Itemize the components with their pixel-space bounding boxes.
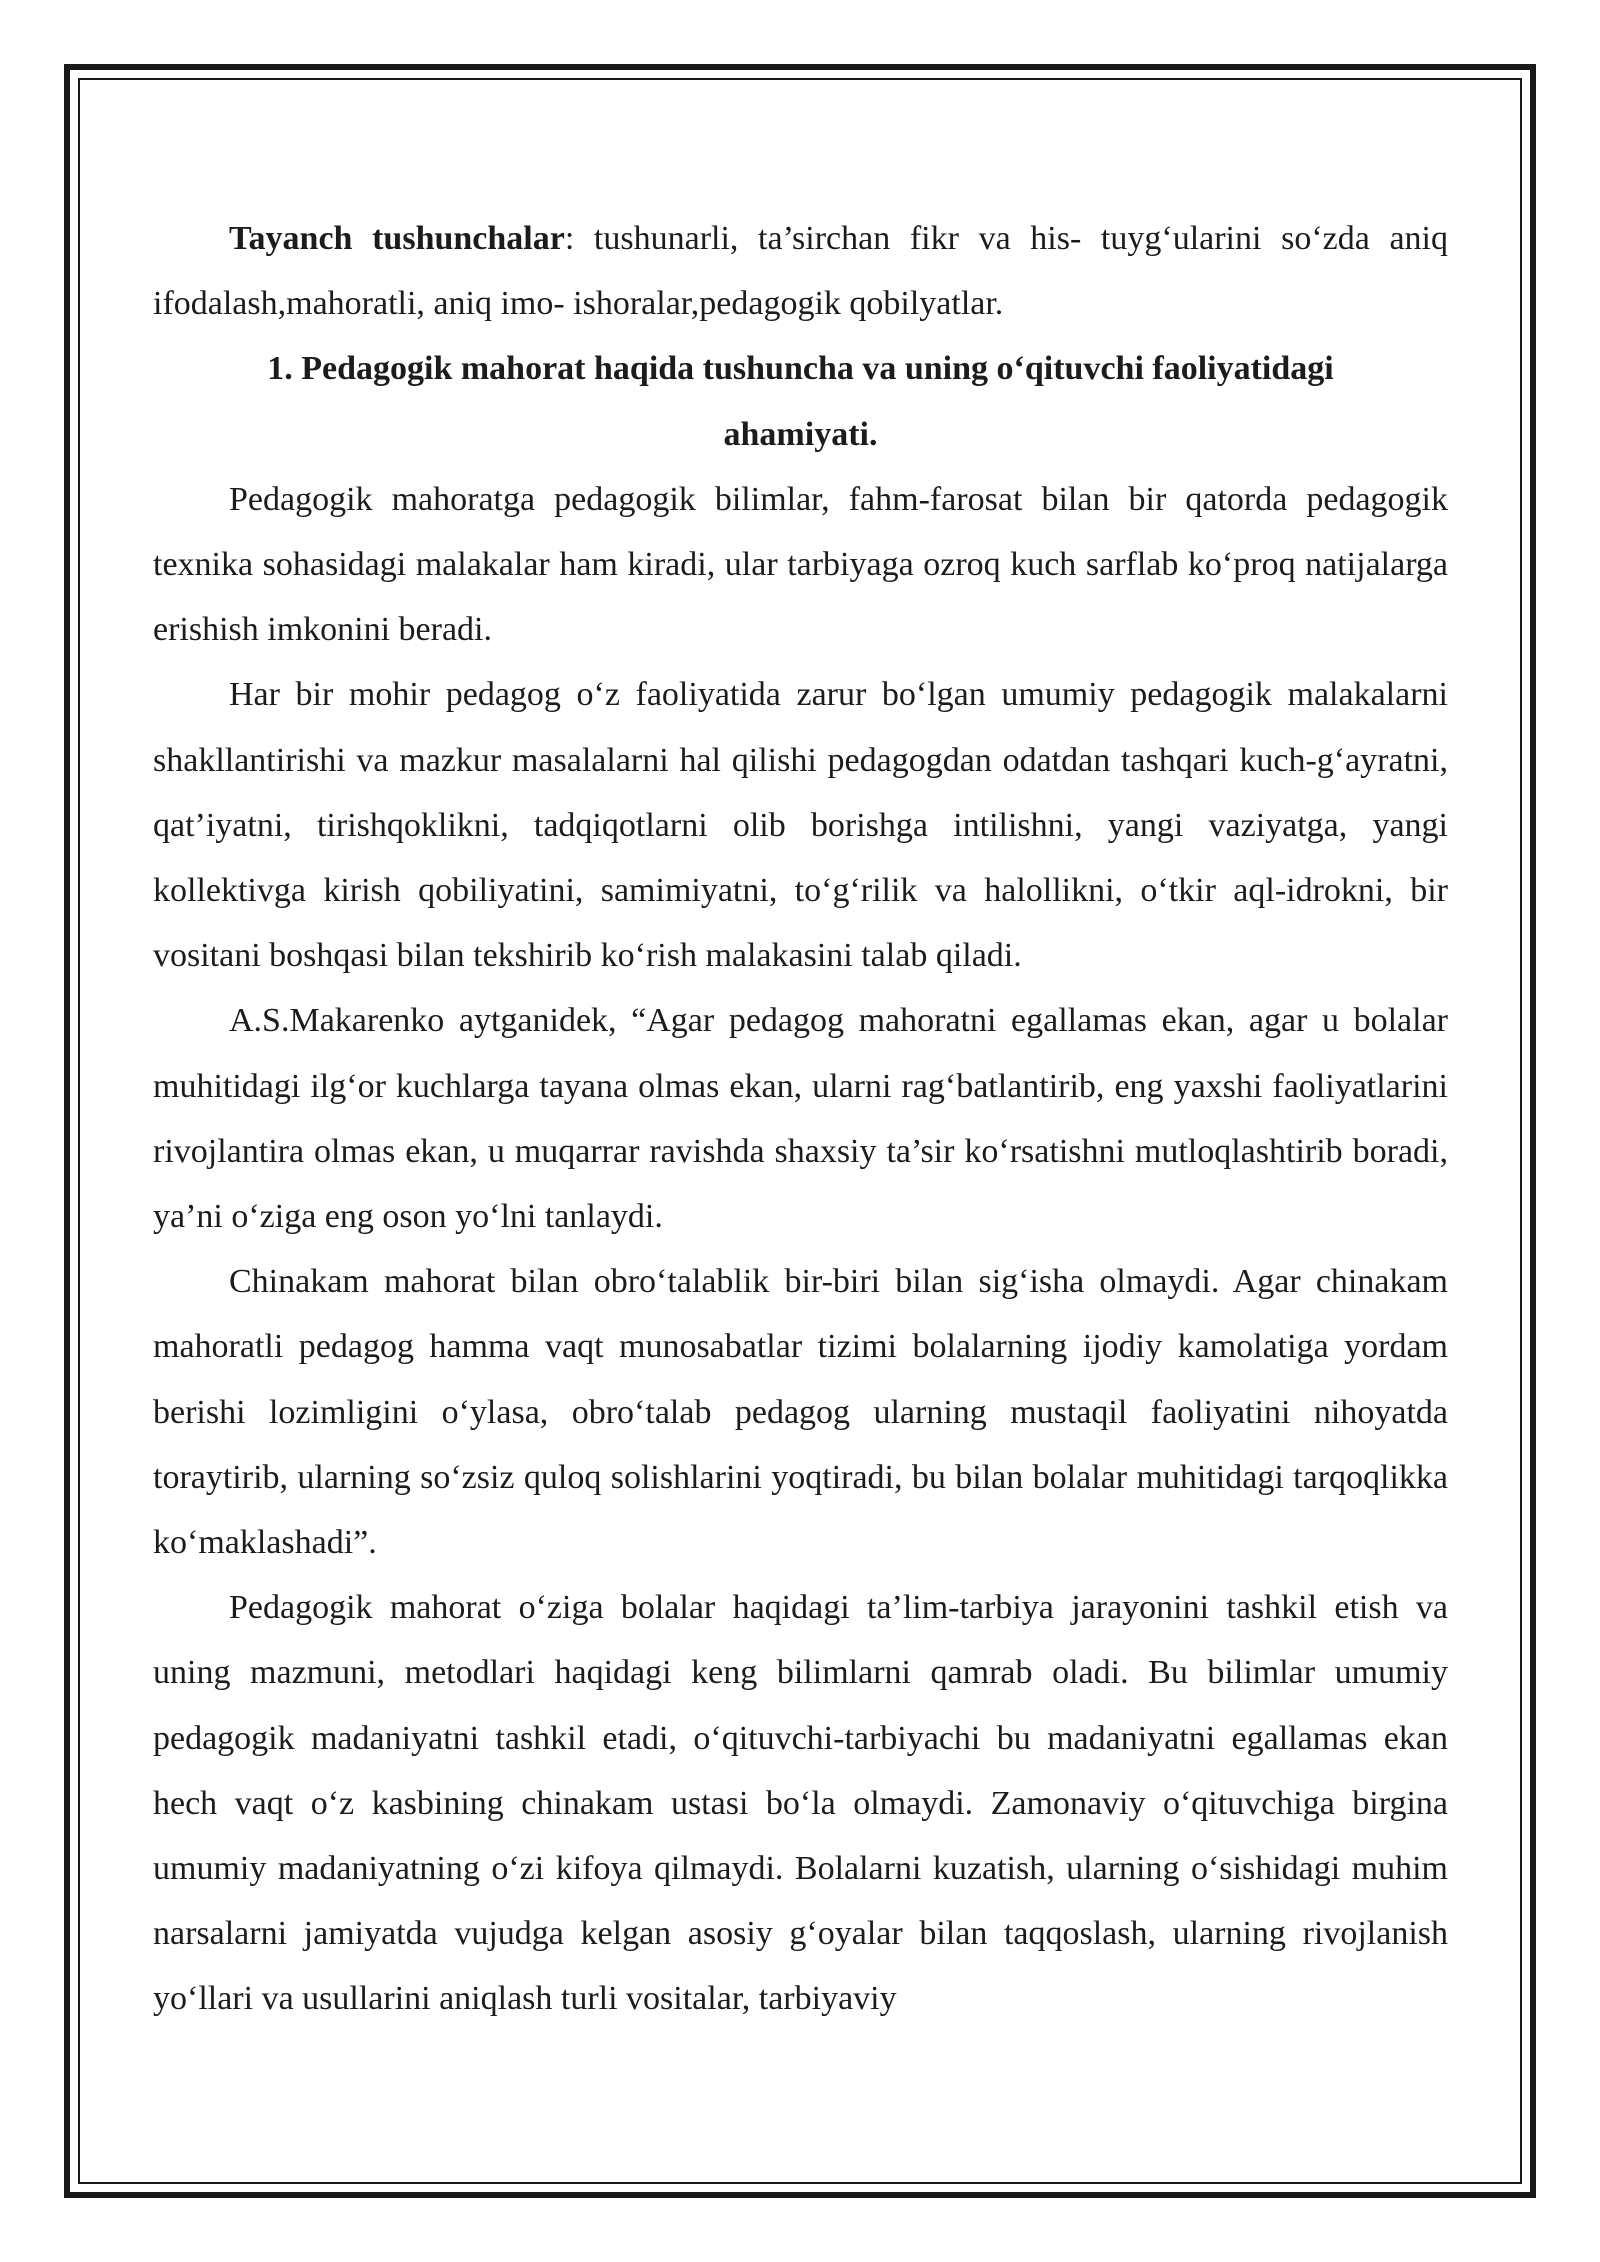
paragraph-5: Pedagogik mahorat o‘ziga bolalar haqidagi ta’lim-tarbiya jarayonini tashkil etish va uning mazmuni, metodlari haqidagi keng bilimlarni qamrab oladi. Bu bilimlar umumiy pedagogik madaniyatni tashkil etadi, o‘qituvchi-tarbiyachi bu madaniyatni egallamas ekan hech vaqt o‘z kasbining chinakam ustasi bo‘la olmaydi. Zamonaviy o‘qituvchiga birgina umumiy madaniyatning o‘zi kifoya qilmaydi. Bolalarni kuzatish, ularning o‘sishidagi muhim narsalarni jamiyatda vujudga kelgan asosiy g‘oyalar bilan taqqoslash, ularning rivojlanish yo‘llari va usullarini aniqlash turli vositalar, tarbiyaviy [153, 1589, 1448, 2018]
paragraph-4: Chinakam mahorat bilan obro‘talablik bir-biri bilan sig‘isha olmaydi. Agar chinakam mahoratli pedagog hamma vaqt munosabatlar tizimi bolalarning ijodiy kamolatiga yordam berishi lozimligini o‘ylasa, obro‘talab pedagog ularning mustaqil faoliyatini nihoyatda toraytirib, ularning so‘zsiz quloq solishlarini yoqtiradi, bu bilan bolalar muhitidagi tarqoqlikka ko‘maklashadi”. [153, 1263, 1448, 1562]
paragraph-1: Pedagogik mahoratga pedagogik bilimlar, fahm-farosat bilan bir qatorda pedagogik texnika sohasidagi malakalar ham kiradi, ular tarbiyaga ozroq kuch sarflab ko‘proq natijalarga erishish imkonini beradi. [153, 480, 1448, 649]
intro-paragraph [153, 206, 1448, 336]
paragraph-2: Har bir mohir pedagog o‘z faoliyatida zarur bo‘lgan umumiy pedagogik malakalarni shakllantirishi va mazkur masalalarni hal qilishi pedagogdan odatdan tashqari kuch-g‘ayratni, qat’iyatni, tirishqoklikni, tadqiqotlarni olib borishga intilishni, yangi vaziyatga, yangi kollektivga kirish qobiliyatini, samimiyatni, to‘g‘rilik va halollikni, o‘tkir aql-idrokni, bir vositani boshqasi bilan tekshirib ko‘rish malakasini talab qiladi. [153, 676, 1448, 975]
intro-lead: Tayanch tushunchalar [229, 220, 565, 257]
intro-text: : tushunarli, ta’sirchan fikr va his- tuyg‘ularini so‘zda aniq ifodalash,mahoratli, aniq imo- ishoralar,pedagogik qobilyatlar. [153, 220, 1448, 323]
paragraph-3: A.S.Makarenko aytganidek, “Agar pedagog mahoratni egallamas ekan, agar u bolalar muhitidagi ilg‘or kuchlarga tayana olmas ekan, ularni rag‘batlantirib, eng yaxshi faoliyatlarini rivojlantira olmas ekan, u muqarrar ravishda shaxsiy ta’sir ko‘rsatishni mutloqlashtirib boradi, ya’ni o‘ziga eng oson yo‘lni tanlaydi. [153, 1002, 1448, 1236]
section-heading: 1. Pedagogik mahorat haqida tushuncha va uning o‘qituvchi faoliyatidagi ahamiyati. [267, 350, 1334, 453]
document-body [153, 206, 1448, 2032]
